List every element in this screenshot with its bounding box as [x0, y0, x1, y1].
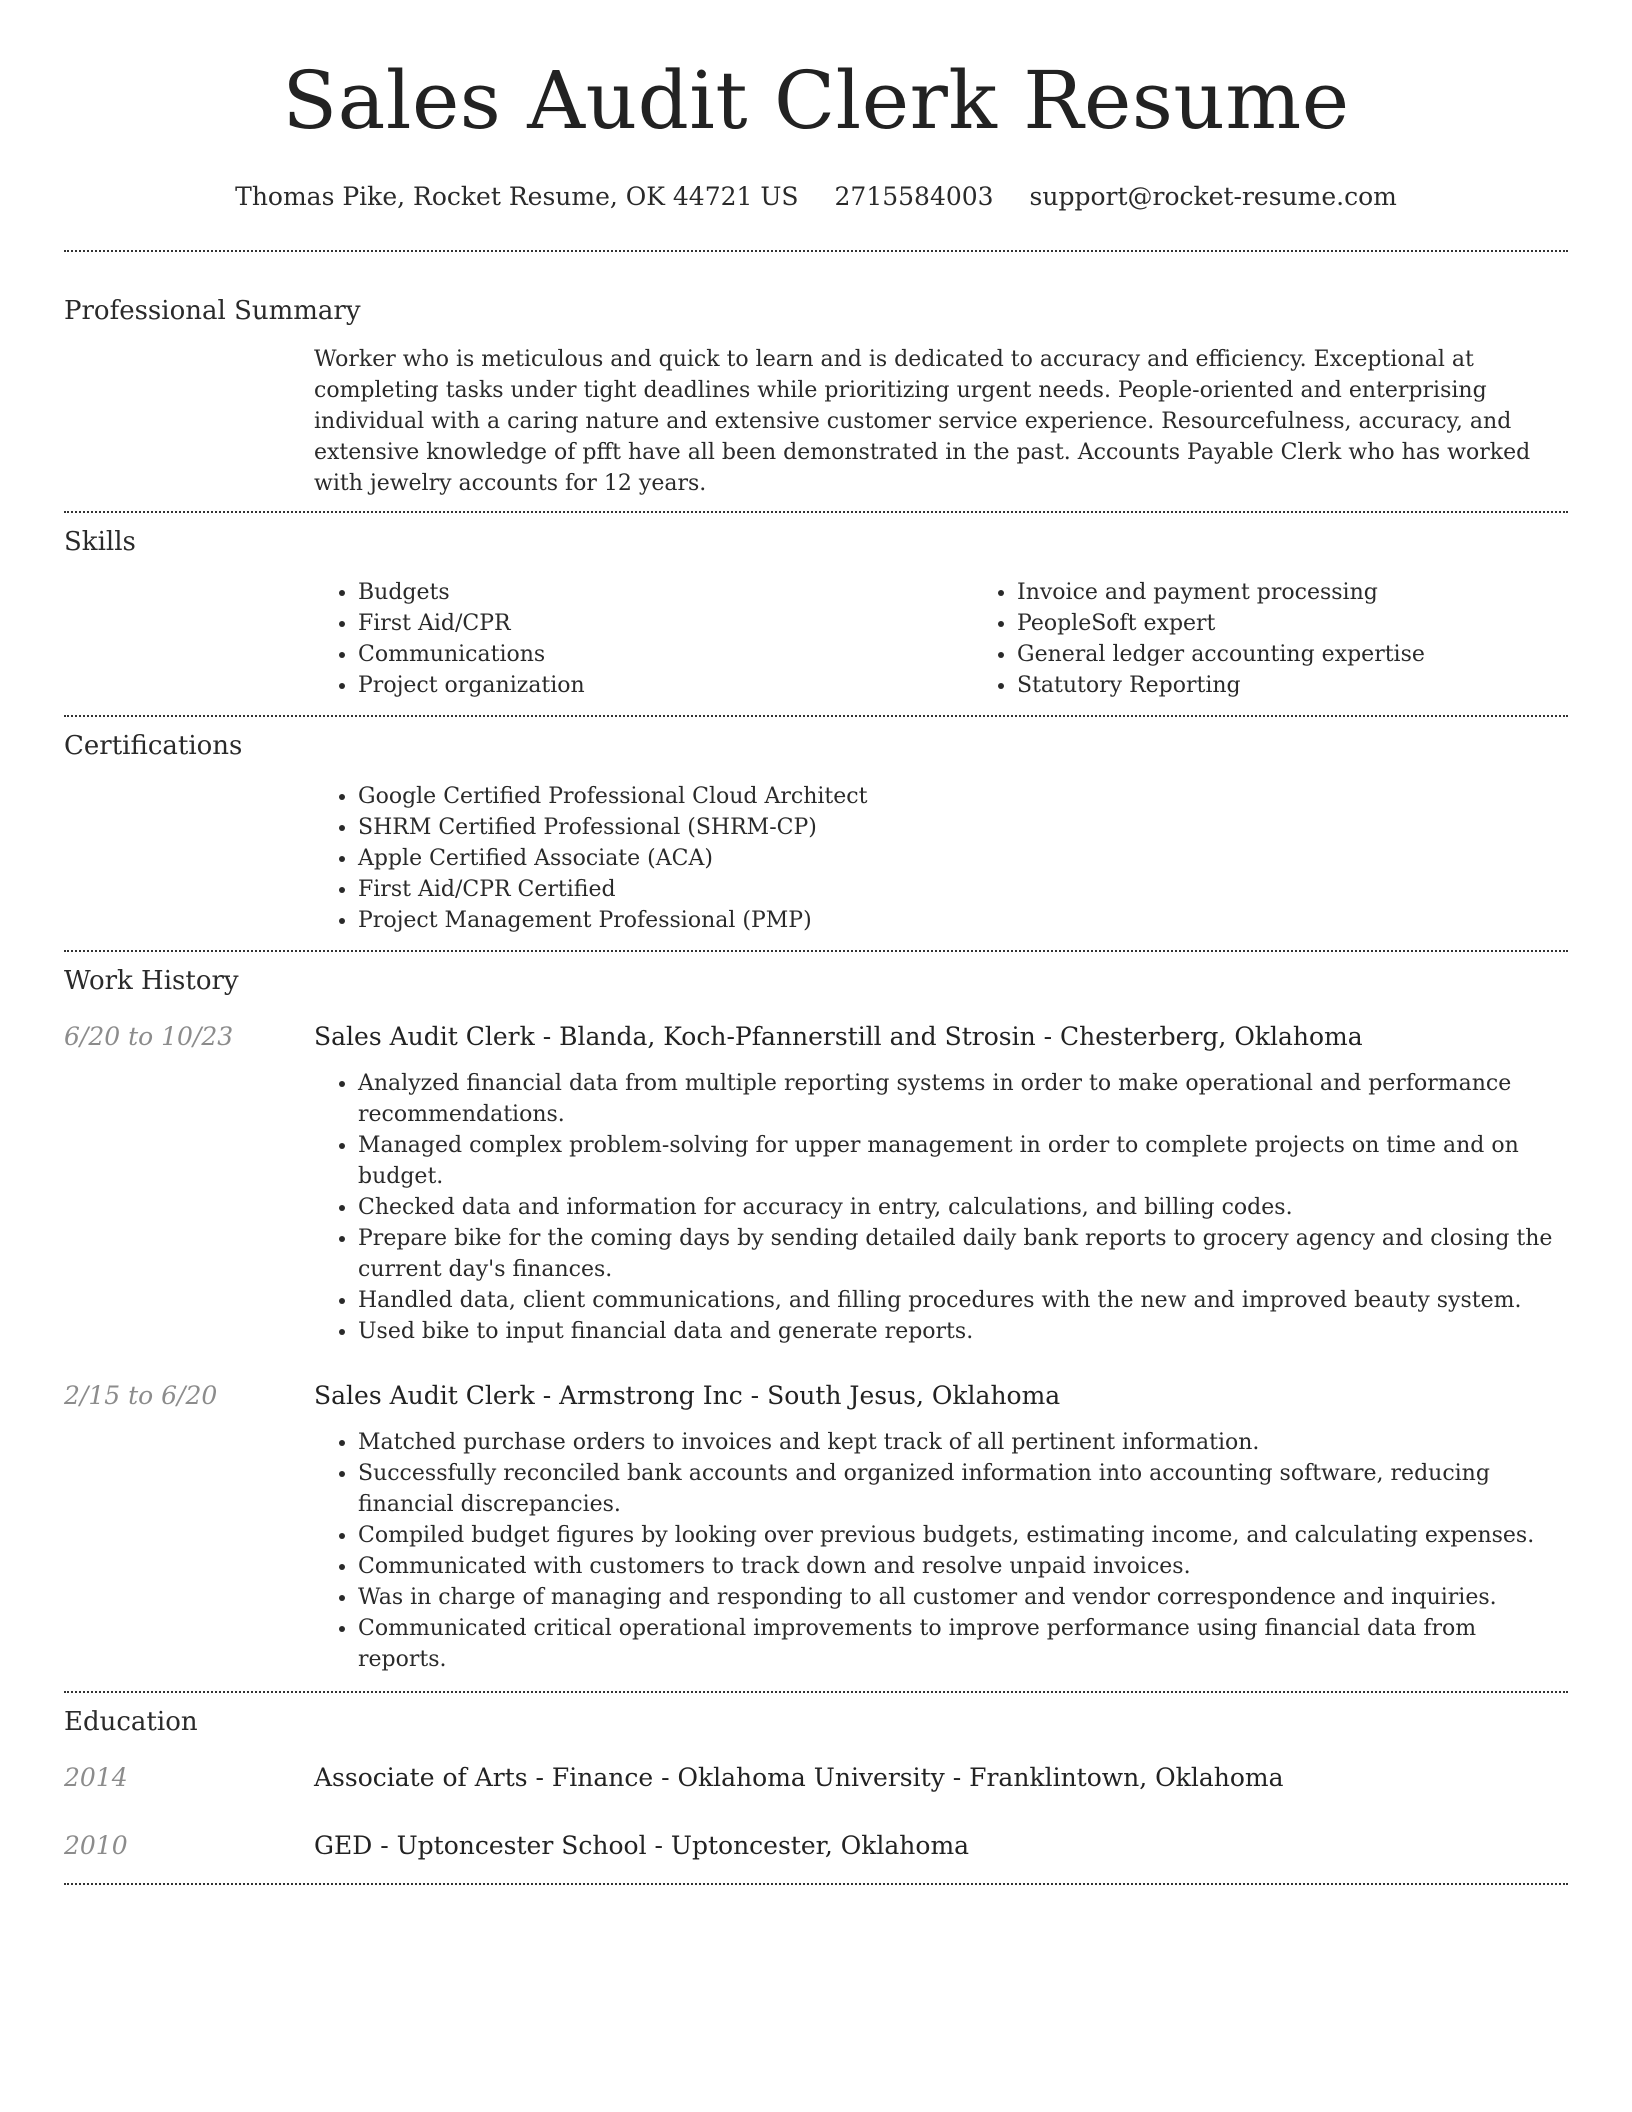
skills-row [64, 577, 1568, 701]
certifications-content [314, 781, 1568, 936]
job-bullet: • Successfully reconciled bank accounts and organized information into accounting software, reducing financial discrepancies. [358, 1458, 1568, 1520]
certification-item: • Google Certified Professional Cloud Architect [358, 781, 1568, 812]
education-content [314, 1761, 1568, 1795]
job-bullet: • Was in charge of managing and responding to all customer and vendor correspondence and inquiries. [358, 1582, 1568, 1613]
job-bullet: • Prepare bike for the coming days by sending detailed daily bank reports to grocery agency and closing the current day's finances. [358, 1223, 1568, 1285]
certifications-heading: Certifications [64, 731, 243, 761]
contact-line [64, 180, 1568, 214]
job-bullet: • Communicated with customers to track down and resolve unpaid invoices. [358, 1551, 1568, 1582]
skills-list-right [973, 577, 1632, 701]
job-bullet: • Handled data, client communications, and filling procedures with the new and improved beauty system. [358, 1285, 1568, 1316]
skills-grid [314, 577, 1632, 701]
skill-item: • Statutory Reporting [1017, 670, 1632, 701]
skill-item: • PeopleSoft expert [1017, 608, 1632, 639]
education-title: GED - Uptoncester School - Uptoncester, Oklahoma [314, 1831, 970, 1860]
job-bullet: • Communicated critical operational improvements to improve performance using financial data from reports. [358, 1613, 1568, 1675]
certifications-row [64, 781, 1568, 936]
education-title: Associate of Arts - Finance - Oklahoma University - Franklintown, Oklahoma [314, 1763, 1284, 1792]
job-bullet: • Checked data and information for accuracy in entry, calculations, and billing codes. [358, 1192, 1568, 1223]
job-dates: 2/15 to 6/20 [64, 1381, 218, 1410]
skills-list-left [314, 577, 973, 701]
contact-email: support@rocket-resume.com [1029, 182, 1397, 211]
summary-heading: Professional Summary [64, 296, 361, 326]
job-title: Sales Audit Clerk - Blanda, Koch-Pfannerstill and Strosin - Chesterberg, Oklahoma [314, 1022, 1363, 1051]
skill-item: • General ledger accounting expertise [1017, 639, 1632, 670]
education-heading: Education [64, 1707, 198, 1737]
job-content [314, 1020, 1568, 1347]
job-bullet: • Analyzed financial data from multiple reporting systems in order to make operational and performance recommendations. [358, 1068, 1568, 1130]
certification-item: • First Aid/CPR Certified [358, 874, 1568, 905]
education-year: 2014 [64, 1763, 128, 1792]
certifications-section [64, 717, 1568, 950]
certification-item: • Apple Certified Associate (ACA) [358, 843, 1568, 874]
summary-section [64, 294, 1568, 511]
work-heading: Work History [64, 966, 239, 996]
certification-item: • SHRM Certified Professional (SHRM-CP) [358, 812, 1568, 843]
job-entry [64, 1379, 1568, 1675]
resume-title: Sales Audit Clerk Resume [282, 54, 1350, 147]
summary-text: Worker who is meticulous and quick to learn and is dedicated to accuracy and efficiency. Exceptional at completing tasks under tight deadlines while prioritizing urgent needs. People-oriented and enterprising individual with a caring nature and extensive customer service experience. Resourcefulness, accuracy, and extensive knowledge of pfft have all been demonstrated in the past. Accounts Payable Clerk who has worked with jewelry accounts for 12 years. [314, 347, 1531, 496]
contact-phone: 2715584003 [834, 182, 994, 211]
summary-content [314, 328, 1568, 511]
skills-heading: Skills [64, 527, 136, 557]
skill-item: • Budgets [358, 577, 973, 608]
certifications-list [314, 781, 1568, 936]
skills-section [64, 513, 1568, 715]
job-bullets [314, 1427, 1568, 1675]
contact-address: Thomas Pike, Rocket Resume, OK 44721 US [235, 182, 799, 211]
section-divider [64, 1883, 1568, 1885]
job-title: Sales Audit Clerk - Armstrong Inc - South Jesus, Oklahoma [314, 1381, 1061, 1410]
education-content [314, 1829, 1568, 1863]
education-section [64, 1693, 1568, 1883]
skill-item: • Communications [358, 639, 973, 670]
summary-row [64, 328, 1568, 511]
job-dates: 6/20 to 10/23 [64, 1022, 234, 1051]
job-bullet: • Compiled budget figures by looking over previous budgets, estimating income, and calculating expenses. [358, 1520, 1568, 1551]
job-entry [64, 1020, 1568, 1347]
job-content [314, 1379, 1568, 1675]
certification-item: • Project Management Professional (PMP) [358, 905, 1568, 936]
education-entry [64, 1829, 1568, 1863]
job-bullet: • Used bike to input financial data and generate reports. [358, 1316, 1568, 1347]
job-bullets [314, 1068, 1568, 1347]
skill-item: • Project organization [358, 670, 973, 701]
job-bullet: • Matched purchase orders to invoices and kept track of all pertinent information. [358, 1427, 1568, 1458]
education-entry [64, 1761, 1568, 1795]
work-section [64, 952, 1568, 1691]
job-bullet: • Managed complex problem-solving for upper management in order to complete projects on time and on budget. [358, 1130, 1568, 1192]
section-divider [64, 250, 1568, 252]
education-year: 2010 [64, 1831, 128, 1860]
skill-item: • Invoice and payment processing [1017, 577, 1632, 608]
skill-item: • First Aid/CPR [358, 608, 973, 639]
